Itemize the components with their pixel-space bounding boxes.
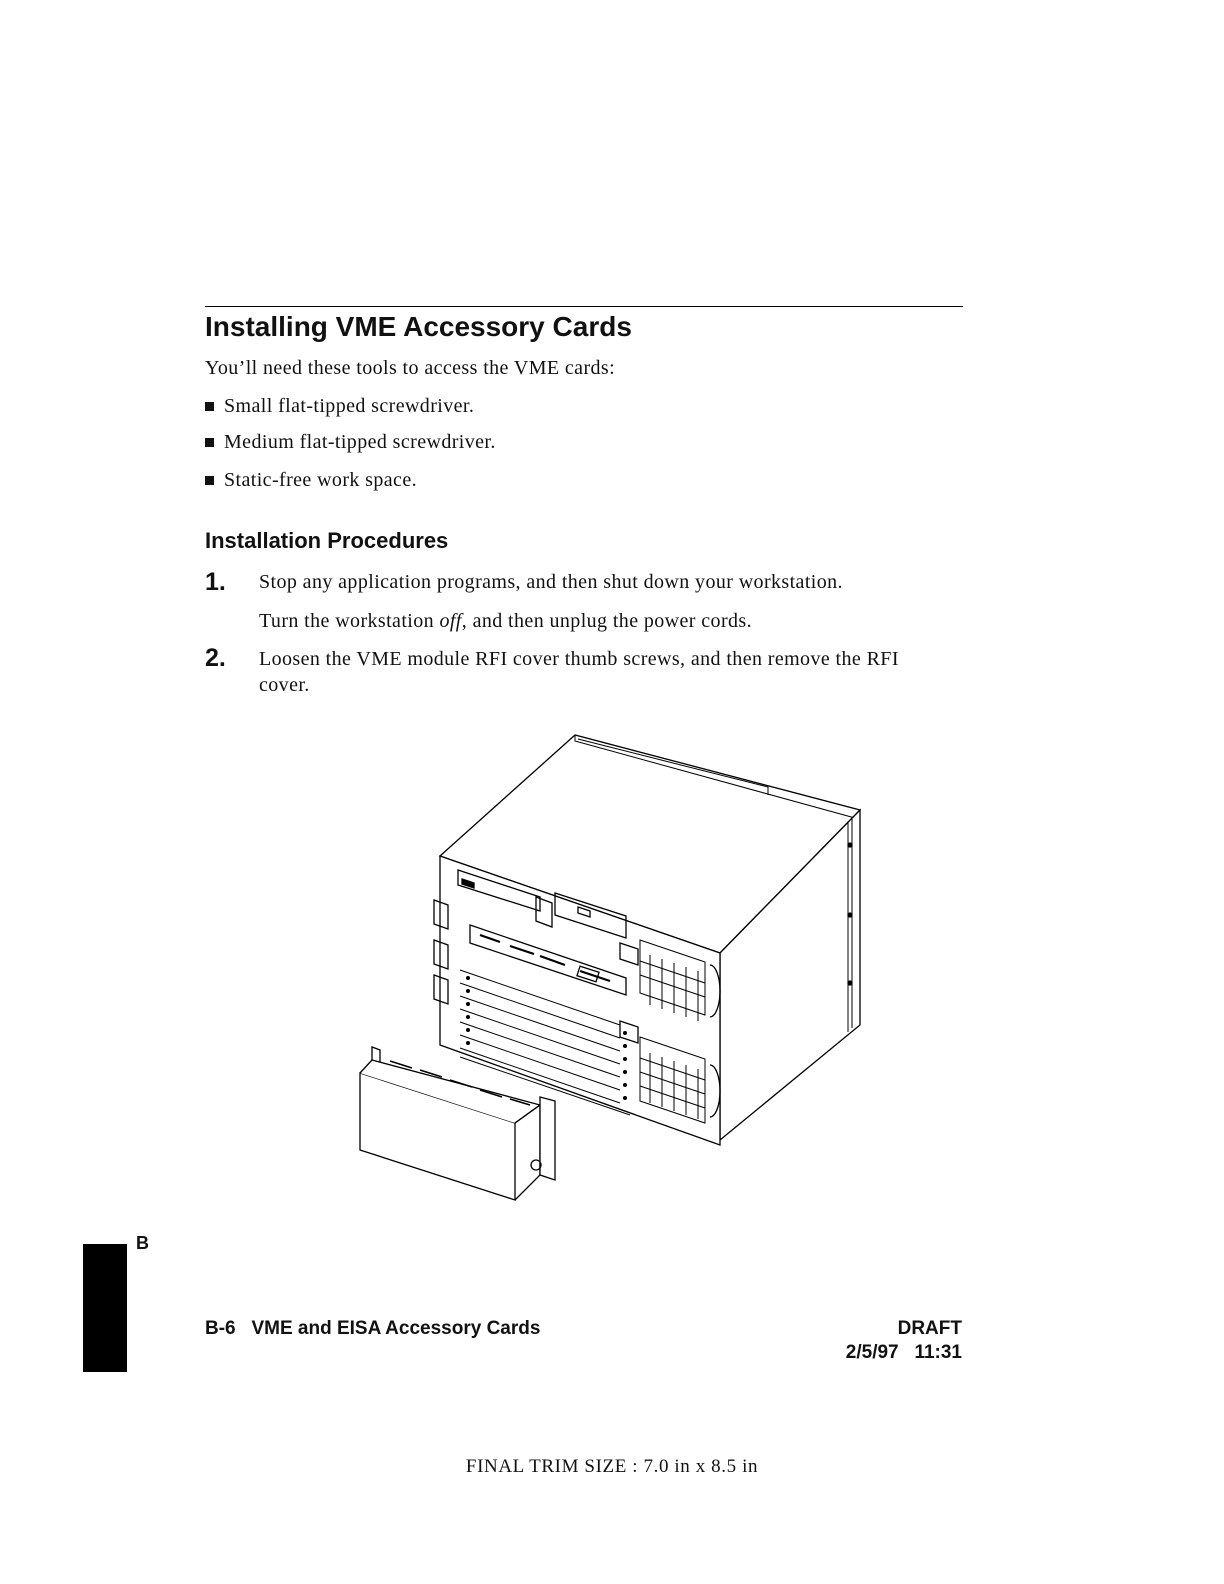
- bullet-square-icon: [205, 438, 214, 447]
- workstation-rfi-cover-illustration: [350, 725, 870, 1210]
- trim-size-note: FINAL TRIM SIZE : 7.0 in x 8.5 in: [465, 1456, 759, 1477]
- tool-item: Medium flat-tipped screwdriver.: [205, 431, 496, 454]
- step-number: 2.: [205, 644, 226, 672]
- tool-item: Static-free work space.: [205, 469, 417, 492]
- footer-draft-label: DRAFT: [897, 1318, 962, 1339]
- step-number: 1.: [205, 568, 226, 596]
- footer-datetime: 2/5/97 11:31: [845, 1342, 962, 1363]
- bullet-square-icon: [205, 402, 214, 411]
- step-note: Turn the workstation off, and then unplug the power cords.: [259, 610, 752, 632]
- chapter-tab-letter: B: [136, 1233, 149, 1253]
- section-rule: [205, 306, 963, 307]
- tool-item: Small flat-tipped screwdriver.: [205, 395, 474, 418]
- chapter-tab: [83, 1244, 127, 1372]
- step-text: Stop any application programs, and then shut down your workstation.: [259, 571, 843, 593]
- emphasis-off: off: [439, 610, 462, 632]
- section-title: Installing VME Accessory Cards: [205, 311, 632, 342]
- procedures-heading: Installation Procedures: [205, 528, 449, 553]
- bullet-square-icon: [205, 476, 214, 485]
- footer-page-title: B-6 VME and EISA Accessory Cards: [205, 1318, 541, 1339]
- intro-text: You’ll need these tools to access the VME cards:: [205, 357, 616, 379]
- step-text: Loosen the VME module RFI cover thumb screws, and then remove the RFI cover.: [259, 648, 899, 696]
